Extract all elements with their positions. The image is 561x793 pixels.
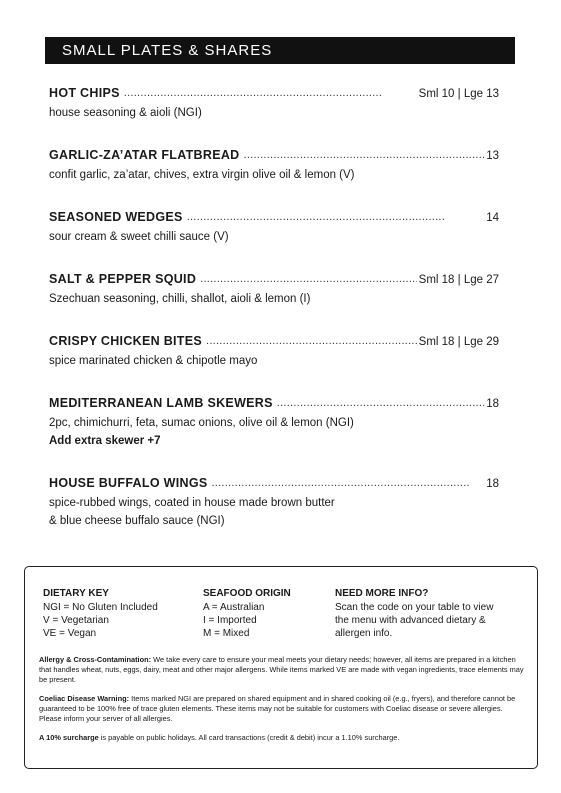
- dietary-key-title: DIETARY KEY: [43, 588, 109, 599]
- item-name: SALT & PEPPER SQUID: [49, 272, 197, 286]
- item-description: spice-rubbed wings, coated in house made brown butter: [49, 497, 335, 509]
- item-name: HOUSE BUFFALO WINGS: [49, 476, 208, 490]
- dot-leader: [187, 211, 485, 223]
- coeliac-note-text: Items marked NGI are prepared on shared equipment and in shared cooking oil (e.g., fryers), and therefore cannot be guaranteed to be 100% free of trace gluten elements. These items may not be suitable for customers with Coeliac disease or severe allergies. Please inform your server of all allergies.: [39, 694, 516, 723]
- menu-item: [49, 332, 499, 370]
- dietary-key-line: NGI = No Gluten Included: [43, 602, 158, 613]
- seafood-origin-line: M = Mixed: [203, 628, 250, 639]
- item-price: 13: [486, 150, 499, 162]
- dot-leader: [206, 335, 417, 347]
- item-name: CRISPY CHICKEN BITES: [49, 334, 203, 348]
- surcharge-note-text: is payable on public holidays. All card transactions (credit & debit) incur a 1.10% surcharge.: [98, 733, 400, 742]
- item-name: GARLIC-ZA’ATAR FLATBREAD: [49, 148, 240, 162]
- menu-item: [49, 270, 499, 308]
- more-info-line: allergen info.: [335, 628, 393, 639]
- menu-item: [49, 84, 499, 122]
- item-price: 14: [486, 212, 499, 224]
- coeliac-note-label: Coeliac Disease Warning:: [39, 694, 130, 703]
- item-price: Sml 18 | Lge 29: [418, 336, 499, 348]
- item-name: MEDITERRANEAN LAMB SKEWERS: [49, 396, 273, 410]
- info-box: [24, 566, 538, 769]
- seafood-origin-line: A = Australian: [203, 602, 265, 613]
- item-description: & blue cheese buffalo sauce (NGI): [49, 515, 225, 527]
- seafood-origin-title: SEAFOOD ORIGIN: [203, 588, 291, 599]
- seafood-origin-line: I = Imported: [203, 615, 257, 626]
- menu-list: [49, 84, 499, 554]
- menu-item: [49, 208, 499, 246]
- item-description: Szechuan seasoning, chilli, shallot, aioli & lemon (I): [49, 293, 311, 305]
- notes: [39, 655, 527, 752]
- menu-item: [49, 146, 499, 184]
- allergy-note-text: We take every care to ensure your meal meets your dietary needs; however, all items are prepared in a kitchen that handles wheat, nuts, eggs, dairy, meat and other major allergens. While items marked VE are made with vegan ingredients, trace elements may be present.: [39, 655, 524, 684]
- more-info-line: the menu with advanced dietary &: [335, 615, 486, 626]
- item-addon: Add extra skewer +7: [49, 435, 161, 447]
- item-description: spice marinated chicken & chipotle mayo: [49, 355, 258, 367]
- dot-leader: [200, 273, 417, 285]
- item-description: 2pc, chimichurri, feta, sumac onions, olive oil & lemon (NGI): [49, 417, 354, 429]
- key-columns: [43, 587, 525, 640]
- dot-leader: [211, 477, 484, 489]
- menu-item: [49, 474, 499, 530]
- item-description: house seasoning & aioli (NGI): [49, 107, 202, 119]
- item-price: 18: [486, 398, 499, 410]
- more-info: [335, 587, 525, 640]
- surcharge-note-label: A 10% surcharge: [39, 733, 99, 742]
- section-title: SMALL PLATES & SHARES: [45, 37, 515, 64]
- dot-leader: [244, 149, 485, 161]
- coeliac-note: [39, 694, 527, 724]
- more-info-line: Scan the code on your table to view: [335, 602, 494, 613]
- item-name: SEASONED WEDGES: [49, 210, 183, 224]
- item-price: Sml 10 | Lge 13: [418, 88, 499, 100]
- seafood-origin: [203, 587, 335, 640]
- dietary-key-line: VE = Vegan: [43, 628, 97, 639]
- item-price: Sml 18 | Lge 27: [418, 274, 499, 286]
- dot-leader: [277, 397, 484, 409]
- item-price: 18: [486, 478, 499, 490]
- allergy-note-label: Allergy & Cross-Contamination:: [39, 655, 152, 664]
- item-description: confit garlic, za’atar, chives, extra virgin olive oil & lemon (V): [49, 169, 355, 181]
- item-description: sour cream & sweet chilli sauce (V): [49, 231, 229, 243]
- menu-item: [49, 394, 499, 450]
- item-name: HOT CHIPS: [49, 86, 120, 100]
- dietary-key: [43, 587, 203, 640]
- allergy-note: [39, 655, 527, 685]
- dot-leader: [124, 87, 417, 99]
- more-info-title: NEED MORE INFO?: [335, 588, 429, 599]
- surcharge-note: [39, 733, 527, 743]
- dietary-key-line: V = Vegetarian: [43, 615, 109, 626]
